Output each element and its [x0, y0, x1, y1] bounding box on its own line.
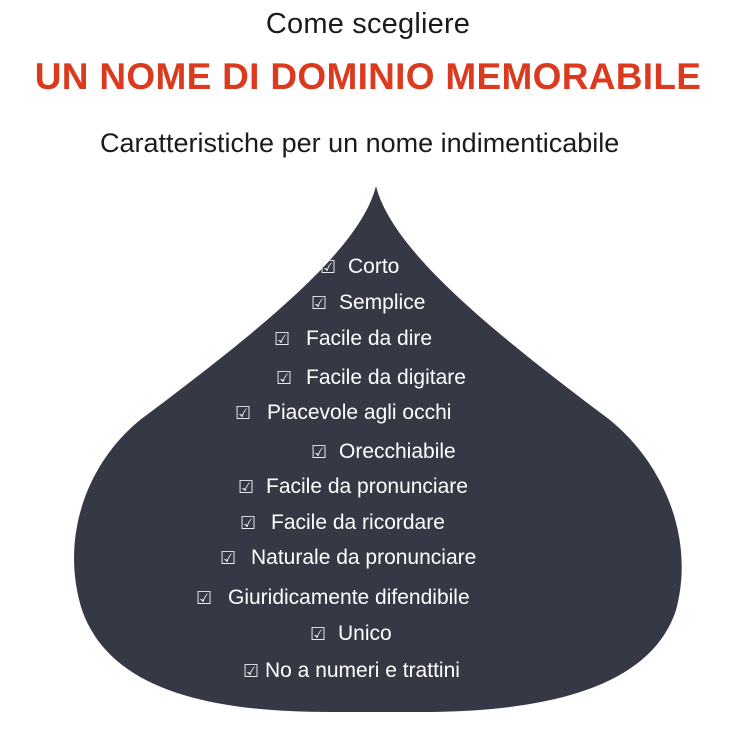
checklist-item: ☑ Orecchiabile: [311, 439, 456, 466]
checkbox-checked-icon: ☑: [310, 624, 327, 645]
checklist-item: ☑ Unico: [310, 621, 392, 648]
checkbox-checked-icon: ☑: [243, 661, 260, 682]
checklist-item: ☑ Facile da ricordare: [240, 510, 445, 537]
checklist-item: ☑ Corto: [320, 254, 399, 281]
checkbox-checked-icon: ☑: [196, 588, 213, 609]
checkbox-checked-icon: ☑: [240, 513, 257, 534]
checklist-item: ☑ Facile da dire: [274, 326, 432, 353]
checkbox-checked-icon: ☑: [320, 257, 337, 278]
subtitle: Caratteristiche per un nome indimenticabile: [100, 128, 620, 158]
checkbox-checked-icon: ☑: [311, 293, 328, 314]
checklist-item: ☑ Facile da digitare: [276, 365, 466, 392]
checklist-item: ☑ Giuridicamente difendibile: [196, 585, 470, 612]
checkbox-checked-icon: ☑: [220, 548, 237, 569]
checklist-item: ☑ Piacevole agli occhi: [235, 400, 451, 427]
checkbox-checked-icon: ☑: [238, 477, 255, 498]
checkbox-checked-icon: ☑: [235, 403, 252, 424]
checklist-item: ☑ Naturale da pronunciare: [220, 545, 476, 572]
checkbox-checked-icon: ☑: [276, 368, 293, 389]
checklist-item: ☑ Semplice: [311, 290, 425, 317]
checkbox-checked-icon: ☑: [274, 329, 291, 350]
checkbox-checked-icon: ☑: [311, 442, 328, 463]
heading-line1: Come scegliere: [265, 8, 471, 40]
checklist-item: ☑ Facile da pronunciare: [238, 474, 468, 501]
heading-line2: UN NOME DI DOMINIO MEMORABILE: [34, 56, 702, 97]
checklist-item: ☑ No a numeri e trattini: [243, 658, 460, 685]
